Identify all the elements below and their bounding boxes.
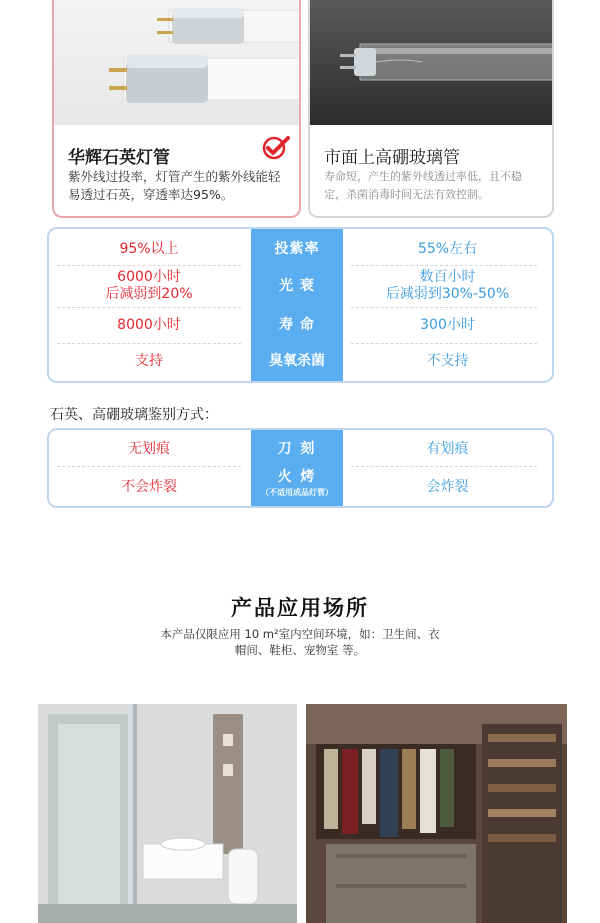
- spec-comparison-table: [47, 227, 554, 383]
- glass-lifespan: 300小时: [420, 316, 475, 333]
- quartz-tube-desc: 紫外线过投率，灯管产生的紫外线能轻易透过石英，穿透率达95%。: [68, 169, 281, 202]
- quartz-tube-title: 华辉石英灯管: [68, 148, 170, 168]
- quartz-tube-photo: [54, 0, 299, 125]
- check-badge-icon: [260, 135, 294, 161]
- row-label-decay: 光 衰: [279, 277, 315, 294]
- row-label-transmittance: 投紫率: [274, 240, 320, 257]
- quartz-decay-line1: 6000小时: [117, 269, 181, 285]
- quartz-transmittance: 95%以上: [119, 240, 179, 257]
- applications-title: 产品应用场所: [231, 596, 369, 620]
- quartz-fire-result: 不会炸裂: [121, 478, 177, 495]
- glass-scratch-result: 有划痕: [426, 441, 469, 457]
- glass-decay: [345, 266, 550, 306]
- quartz-decay: [49, 266, 249, 306]
- glass-transmittance: 55%左右: [417, 240, 478, 257]
- quartz-decay-line2: 后减弱到20%: [105, 286, 193, 302]
- closet-photo: [306, 704, 567, 923]
- borosilicate-tube-card: [308, 0, 554, 218]
- quartz-tube-card: [52, 0, 301, 218]
- identify-table: [47, 428, 554, 508]
- glass-ozone: 不支持: [426, 352, 469, 369]
- quartz-scratch-result: 无划痕: [128, 441, 170, 457]
- glass-decay-line1: 数百小时: [419, 269, 476, 285]
- glass-decay-line2: 后减弱到30%-50%: [385, 286, 510, 302]
- row-label-lifespan: 寿 命: [279, 316, 315, 333]
- row-label-ozone: 臭氧杀菌: [269, 352, 325, 369]
- row-label-fire-note: （不适用成品灯管）: [261, 488, 333, 497]
- bathroom-photo: [38, 704, 297, 923]
- identify-section-label: 石英、高硼玻璃鉴别方式：: [50, 407, 218, 423]
- borosilicate-tube-title: 市面上高硼玻璃管: [324, 148, 460, 168]
- row-label-scratch: 刀 刻: [277, 441, 317, 457]
- applications-lead-line1: 本产品仅限应用 10 m²室内空间环境，如：卫生间、衣: [160, 627, 440, 641]
- row-label-fire-text: 火 烤: [277, 469, 317, 485]
- borosilicate-tube-desc: 寿命短，产生的紫外线透过率低，且不稳定，杀菌消毒时间无法有效控制。: [324, 170, 522, 201]
- glass-fire-result: 会炸裂: [426, 478, 469, 495]
- quartz-ozone: 支持: [135, 352, 163, 369]
- quartz-lifespan: 8000小时: [117, 316, 181, 333]
- row-label-fire: [251, 466, 343, 504]
- applications-lead-line2: 帽间、鞋柜、宠物室 等。: [234, 643, 366, 657]
- applications-lead: [150, 626, 450, 658]
- borosilicate-tube-photo: [310, 0, 552, 125]
